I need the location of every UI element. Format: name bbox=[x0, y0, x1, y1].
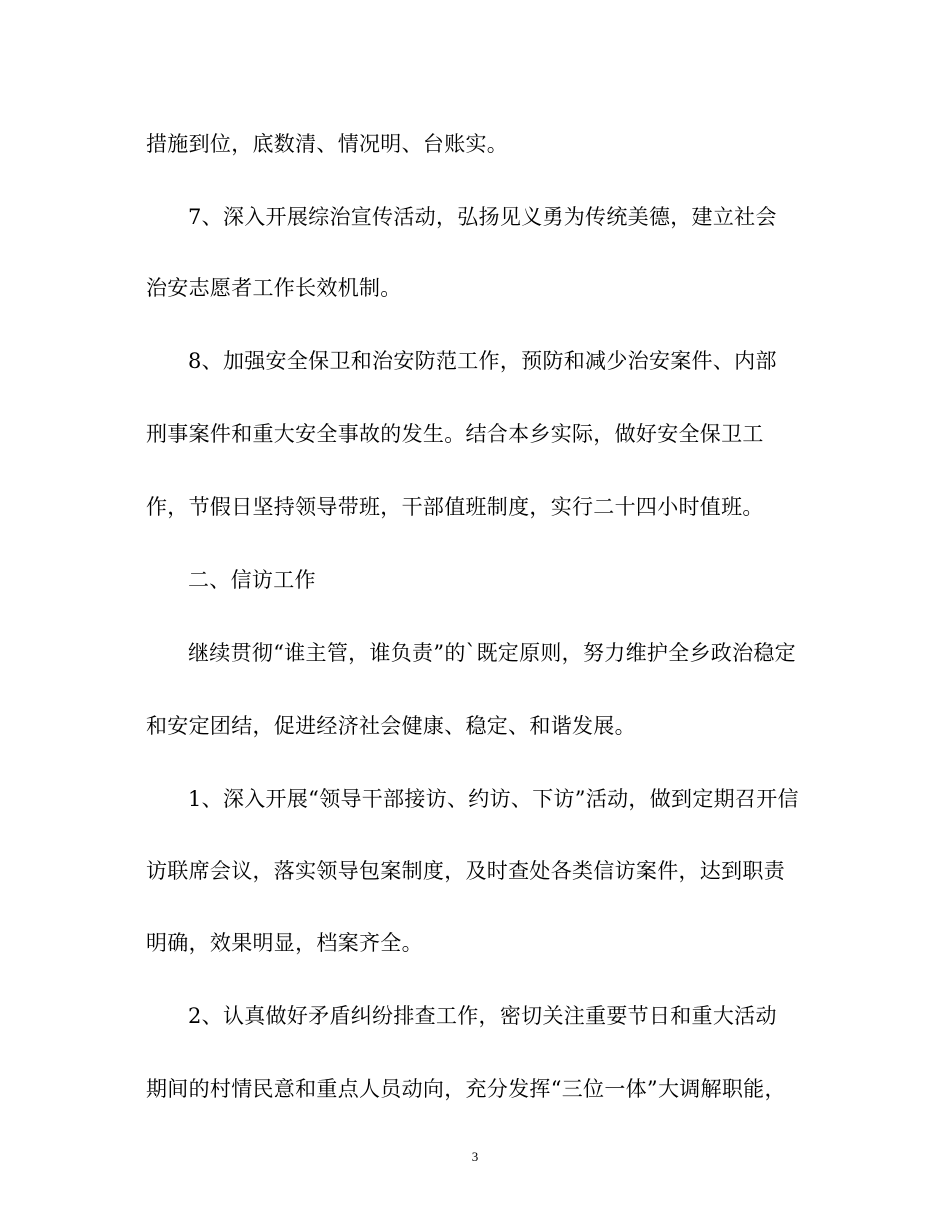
text-line-4: 8、加强安全保卫和治安防范工作，预防和减少治安案件、内部 bbox=[188, 349, 777, 373]
text-line-6: 作，节假日坚持领导带班，干部值班制度，实行二十四小时值班。 bbox=[146, 495, 764, 519]
text-line-13: 2、认真做好矛盾纠纷排查工作，密切关注重要节日和重大活动 bbox=[188, 1004, 777, 1028]
text-line-14: 期间的村情民意和重点人员动向，充分发挥“三位一体”大调解职能， bbox=[146, 1077, 786, 1101]
text-line-3: 治安志愿者工作长效机制。 bbox=[146, 276, 402, 300]
text-line-12: 明确，效果明显，档案齐全。 bbox=[146, 931, 423, 955]
text-line-8: 继续贯彻“谁主管，谁负责”的`既定原则，努力维护全乡政治稳定 bbox=[188, 641, 796, 665]
text-line-2: 7、深入开展综治宣传活动，弘扬见义勇为传统美德，建立社会 bbox=[188, 205, 777, 229]
text-line-11: 访联席会议，落实领导包案制度，及时查处各类信访案件，达到职责 bbox=[146, 859, 785, 883]
text-line-10: 1、深入开展“领导干部接访、约访、下访”活动，做到定期召开信 bbox=[188, 787, 799, 811]
section-heading: 二、信访工作 bbox=[188, 568, 316, 592]
page-number: 3 bbox=[471, 1149, 479, 1164]
text-line-9: 和安定团结，促进经济社会健康、稳定、和谐发展。 bbox=[146, 714, 636, 738]
text-line-1: 措施到位，底数清、情况明、台账实。 bbox=[146, 132, 509, 156]
text-line-5: 刑事案件和重大安全事故的发生。结合本乡实际，做好安全保卫工 bbox=[146, 422, 764, 446]
